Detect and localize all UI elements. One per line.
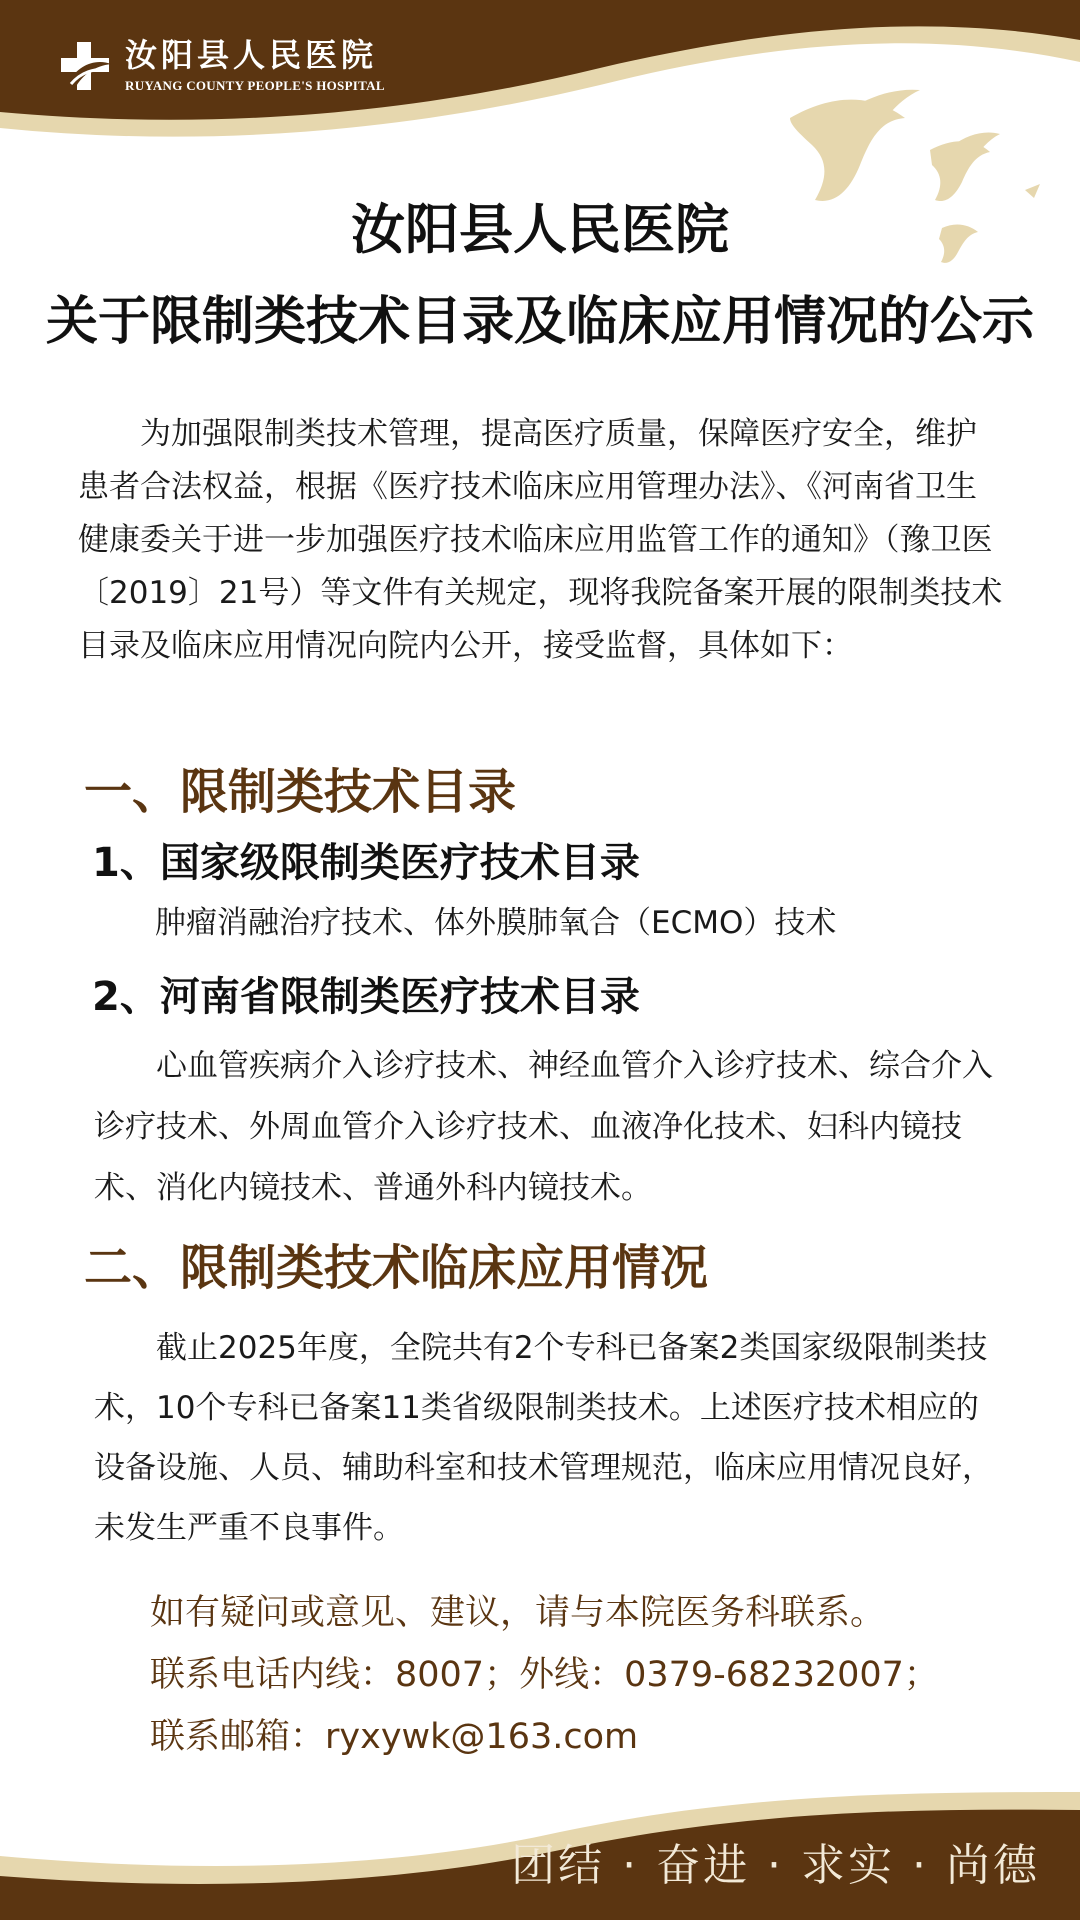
contact-note: 如有疑问或意见、建议，请与本院医务科联系。 [150,1593,886,1633]
footer-slogan: 团结 · 奋进 · 求实 · 尚德 [511,1840,1040,1891]
intro-paragraph: 为加强限制类技术管理，提高医疗质量，保障医疗安全，维护患者合法权益，根据《医疗技术临床应用管理办法》、《河南省卫生健康委关于进一步加强医疗技术临床应用监管工作的通知》（豫卫医〔2019〕21号）等文件有关规定，现将我院备案开展的限制类技术目录及临床应用情况向院内公开，接受监督，具体如下： [78,416,1003,664]
section1-item1-text: 肿瘤消融治疗技术、体外膜肺氧合（ECMO）技术 [155,905,837,941]
title-line1: 汝阳县人民医院 [351,198,729,261]
hospital-logo [55,36,385,96]
section1-item1-title: 1、国家级限制类医疗技术目录 [92,840,640,886]
section2-heading: 二、限制类技术临床应用情况 [84,1240,709,1296]
section2-text: 截止2025年度，全院共有2个专科已备案2类国家级限制类技术，10个专科已备案11类省级限制类技术。上述医疗技术相应的设备设施、人员、辅助科室和技术管理规范，临床应用情况良好，未发生严重不良事件。 [94,1330,993,1546]
contact-email: 联系邮箱：ryxywk@163.com [150,1717,639,1757]
hospital-name-en: RUYANG COUNTY PEOPLE'S HOSPITAL [125,78,385,93]
hospital-cross-logo-icon [55,36,115,96]
section1-item2-text: 心血管疾病介入诊疗技术、神经血管介入诊疗技术、综合介入诊疗技术、外周血管介入诊疗技术、血液净化技术、妇科内镜技术、消化内镜技术、普通外科内镜技术。 [94,1048,993,1206]
title-line2: 关于限制类技术目录及临床应用情况的公示 [45,292,1034,352]
section1-heading: 一、限制类技术目录 [84,764,517,820]
hospital-name-cn: 汝阳县人民医院 [125,36,378,74]
contact-phone: 联系电话内线：8007；外线：0379-68232007； [150,1655,939,1695]
section1-item2-title: 2、河南省限制类医疗技术目录 [92,974,640,1020]
